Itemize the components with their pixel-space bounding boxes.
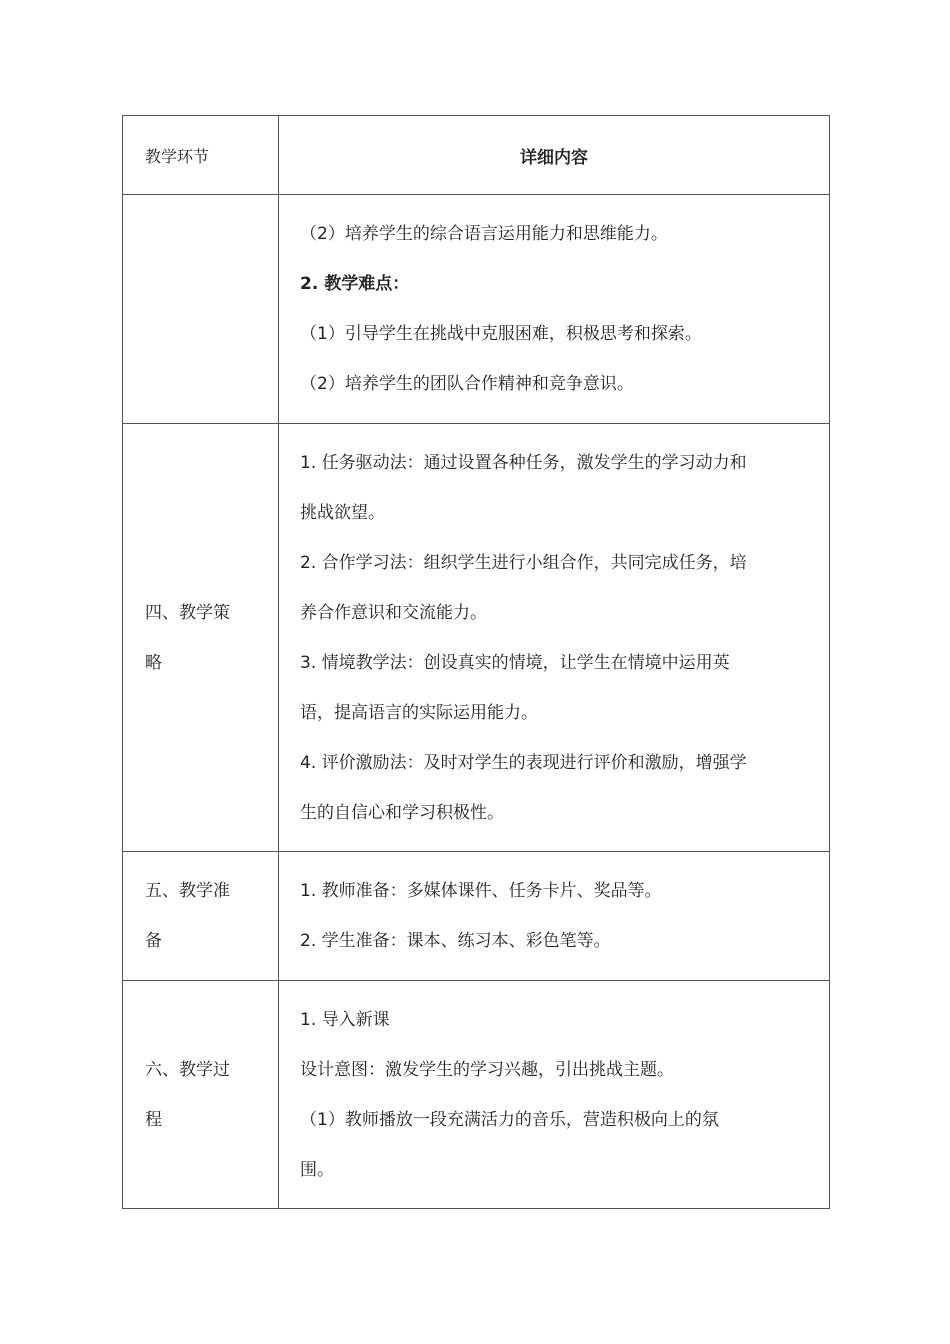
content-line: 围。 [300,1159,334,1180]
section-label: 略 [145,652,162,673]
content-line: （1）引导学生在挑战中克服困难，积极思考和探索。 [300,324,702,344]
content-line: 生的自信心和学习积极性。 [300,802,504,823]
header-detail-content: 详细内容 [279,116,830,195]
content-line: 4. 评价激励法：及时对学生的表现进行评价和激励，增强学 [300,752,747,773]
content-line: 养合作意识和交流能力。 [300,602,487,623]
header-teaching-stage: 教学环节 [123,116,279,195]
table-row [123,852,830,981]
content-line: 2. 合作学习法：组织学生进行小组合作，共同完成任务，培 [300,552,747,573]
content-cell [279,852,830,981]
content-cell [279,195,830,424]
content-subheading: 2. 教学难点： [300,274,410,294]
content-line: 语，提高语言的实际运用能力。 [300,702,538,723]
content-line: 1. 任务驱动法：通过设置各种任务，激发学生的学习动力和 [300,452,747,473]
content-line: 1. 教师准备：多媒体课件、任务卡片、奖品等。 [300,881,662,901]
section-cell-empty [123,195,279,424]
section-label: 五、教学准 [145,881,230,901]
content-line: （2）培养学生的综合语言运用能力和思维能力。 [300,224,668,244]
table-header-row [123,116,830,195]
table-row [123,424,830,852]
content-line: 2. 学生准备：课本、练习本、彩色笔等。 [300,931,611,951]
content-cell [279,424,830,852]
content-line: 3. 情境教学法：创设真实的情境，让学生在情境中运用英 [300,652,730,673]
content-line: （2）培养学生的团队合作精神和竞争意识。 [300,374,634,394]
table-row [123,195,830,424]
section-cell [123,852,279,981]
section-label: 备 [145,931,162,951]
content-line: 挑战欲望。 [300,502,385,523]
content-line: 1. 导入新课 [300,1009,390,1030]
section-label: 六、教学过 [145,1059,230,1080]
content-line: 设计意图：激发学生的学习兴趣，引出挑战主题。 [300,1059,674,1080]
content-line: （1）教师播放一段充满活力的音乐，营造积极向上的氛 [300,1109,719,1130]
table-row [123,981,830,1209]
section-cell [123,981,279,1209]
section-cell [123,424,279,852]
content-cell [279,981,830,1209]
section-label: 程 [145,1109,162,1130]
section-label: 四、教学策 [145,602,230,623]
lesson-plan-table [122,115,830,1209]
